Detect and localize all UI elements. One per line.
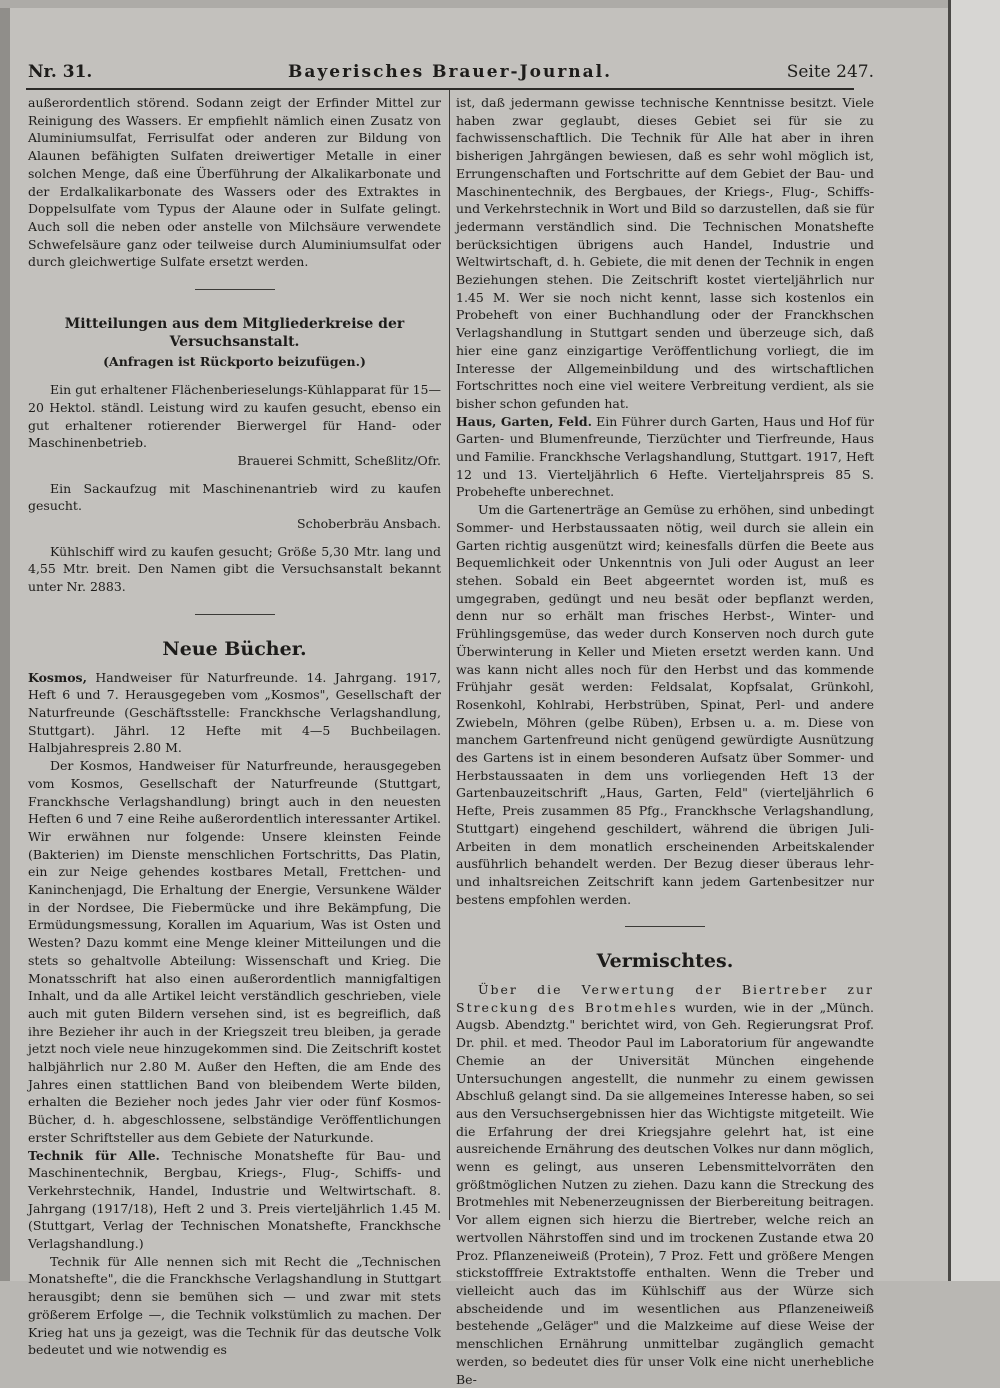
kosmos-entry	[28, 669, 441, 758]
left-paragraph-1: außerordentlich störend. Sodann zeigt der Erfinder Mittel zur Reinigung des Wassers. Er empfiehlt nämlich einen Zusatz von Aluminiumsulfat, Ferrisulfat oder anderen zur Bildung von Alaunen befähigten Sulfaten dreiwertiger Metalle in einer solchen Menge, daß eine Überführung der Alkalikarbonate und der Erdalkalikarbonate des Wassers oder des Extraktes in Doppelsulfate vom Typus der Alaune oder in Sulfate gelingt. Auch soll die neben oder anstelle von Milchsäure verwendete Schwefelsäure ganz oder teilweise durch Aluminiumsulfat oder durch gleichwertige Sulfate ersetzt werden.	[28, 95, 441, 270]
ad-kuehlapparat-signature: Brauerei Schmitt, Scheßlitz/Ofr.	[237, 452, 441, 468]
header-rule	[26, 88, 854, 90]
technik-review: Technik für Alle nennen sich mit Recht die „Technischen Monatshefte", die die Franckhsche Verlagshandlung in Stuttgart herausgibt; denn sie bemühen sich — und zwar mit stets größerem Erfolge —, die Technik volkstümlich zu machen. Der Krieg hat uns ja gezeigt, was die Technik für das deutsche Volk bedeutet und wie notwendig es	[28, 1253, 441, 1358]
page-left-edge	[0, 0, 10, 1281]
haus-entry	[456, 413, 874, 502]
haus-review: Um die Gartenerträge an Gemüse zu erhöhen, sind unbedingt Sommer- und Herbstaussaaten nötig, weil durch sie allein ein Garten richtig ausgenützt wird; keinesfalls dürfen die Beete aus Bequemlichkeit oder Unkenntnis von Juli oder August an leer stehen. Sobald ein Beet abgeerntet worden ist, muß es umgegraben, gedüngt und neu besät oder bepflanzt werden, denn nur so erhält man frisches Herbst-, Winter- und Frühlingsgemüse, das weder durch Konserven noch durch gute Überwinterung in Keller und Mieten ersetzt werden kann. Und was kann nicht alles noch für den Herbst und das kommende Frühjahr gesät werden: Feldsalat, Kopfsalat, Grünkohl, Rosenkohl, Kohlrabi, Herbstrüben, Spinat, Perl- und andere Zwiebeln, Möhren (gelbe Rüben), Erbsen u. a. m. Diese von manchem Gartenfreund nicht genügend gewürdigte Ausnützung des Gartens ist in einem besonderen Aufsatz über Sommer- und Herbstaussaaten in dem uns vorliegenden Heft 13 der Gartenbauzeitschrift „Haus, Garten, Feld" (vierteljährlich 6 Hefte, Preis zusammen 85 Pfg., Franckhsche Verlagshandlung, Stuttgart) eingehend geschildert, während die übrigen Juli-Arbeiten in dem monatlich erscheinenden Arbeitskalender ausführlich behandelt werden. Der Bezug dieser überaus lehr- und inhaltsreichen Zeitschrift kann jedem Gartenbesitzer nur bestens empfohlen werden.	[456, 502, 874, 907]
ad-kuehlapparat: Ein gut erhaltener Flächenberieselungs-Kühlapparat für 15—20 Hektol. ständl. Leistung wird zu kaufen gesucht, ebenso ein gut erhaltener rotierender Bierwergel für Hand- oder Maschinenbetrieb.	[28, 382, 441, 451]
spacing	[28, 470, 441, 480]
kosmos-label: Kosmos,	[28, 669, 87, 685]
vermischtes-heading: Vermischtes.	[596, 950, 734, 973]
column-divider	[449, 90, 450, 1220]
ad-sackaufzug: Ein Sackaufzug mit Maschinenantrieb wird zu kaufen gesucht.	[28, 480, 441, 514]
running-header	[28, 62, 946, 86]
technik-entry	[28, 1147, 441, 1253]
vermischtes-text: wurden, wie in der „Münch. Augsb. Abendztg." berichtet wird, von Geh. Regierungsrat Prof. Dr. phil. et med. Theodor Paul im Laboratorium für angewandte Chemie an der Universität München eingehende Untersuchungen angestellt, die nunmehr zu einem gewissen Abschluß gelangt sind. Da sie allgemeines Interesse haben, so sei aus den Versuchsergebnissen hier das Wichtigste mitgeteilt. Wie die Erfahrung der drei Kriegsjahre gelehrt hat, ist eine ausreichende Ernährung des deutschen Volkes nur dann möglich, wenn es gelingt, aus unseren Lebensmittelvorräten den größtmöglichen Nutzen zu ziehen. Dazu kann die Streckung des Brotmehles mit Nebenerzeugnissen der Bierbereitung beitragen. Vor allem eignen sich hierzu die Biertreber, welche reich an wertvollen Nährstoffen sind und im trockenen Zustande etwa 20 Proz. Pflanzeneiweiß (Protein), 7 Proz. Fett und größere Mengen stickstofffreie Extraktstoffe enthalten. Wenn die Treber und vielleicht auch das im Kühlschiff aus der Würze sich abscheidende und im wesentlichen aus Pflanzeneiweiß bestehende „Geläger" und die Malzkeime auf diese Weise der menschlichen Ernährung unmittelbar zugänglich gemacht werden, so bedeutet dies für unser Volk eine nicht unerhebliche Be-	[456, 999, 874, 1387]
ad-kuehlschiff: Kühlschiff wird zu kaufen gesucht; Größe 5,30 Mtr. lang und 4,55 Mtr. breit. Den Namen gibt die Versuchsanstalt bekannt unter Nr. 2883.	[28, 543, 441, 595]
issue-number: Nr. 31.	[28, 62, 93, 82]
haus-label: Haus, Garten, Feld.	[456, 413, 592, 429]
page-top-edge	[0, 0, 948, 8]
section-divider	[625, 926, 705, 927]
page-right-margin	[948, 0, 1000, 1281]
mitteilungen-heading: Mitteilungen aus dem Mitgliederkreise der Versuchsanstalt.	[64, 316, 405, 350]
vermischtes-paragraph	[456, 981, 874, 1388]
left-column	[28, 94, 441, 1359]
kosmos-review: Der Kosmos, Handweiser für Naturfreunde, herausgegeben vom Kosmos, Gesellschaft der Naturfreunde (Stuttgart, Franckhsche Verlagshandlung) bringt auch in den neuesten Heften 6 und 7 eine Reihe außerordentlich interessanter Artikel. Wir erwähnen nur folgende: Unsere kleinsten Feinde (Bakterien) im Dienste menschlichen Fortschritts, Das Platin, ein zur Neige gehendes kostbares Metall, Frettchen- und Kaninchenjagd, Die Erhaltung der Energie, Versunkene Wälder in der Nordsee, Die Fiebermücke und ihre Bekämpfung, Die Ermüdungsmessung, Korallen im Aquarium, Was ist Osten und Westen? Dazu kommt eine Menge kleiner Mitteilungen und die stets so gehaltvolle Abteilung: Wissenschaft und Krieg. Die Monatsschrift hat also einen außerordentlich mannigfaltigen Inhalt, und da alle Artikel leicht verständlich geschrieben, viele auch mit guten Bildern versehen sind, ist es begreiflich, daß ihre Bezieher ihr auch in der Kriegszeit treu bleiben, ja gerade jetzt noch viele neue hinzugekommen sind. Die Zeitschrift kostet halbjährlich nur 2.80 M. Außer den Heften, die am Ende des Jahres einen stattlichen Band von bleibendem Werte bilden, erhalten die Bezieher noch jedes Jahr vier oder fünf Kosmos-Bücher, d. h. abgeschlossene, selbständige Veröffentlichungen erster Schriftsteller aus dem Gebiete der Naturkunde.	[28, 758, 441, 1145]
ad-sackaufzug-signature: Schoberbräu Ansbach.	[297, 516, 441, 532]
section-divider	[195, 614, 275, 615]
haus-entry-text: Ein Führer durch Garten, Haus und Hof für Garten- und Blumenfreunde, Tierzüchter und Tierfreunde, Haus und Familie. Franckhsche Verlagshandlung, Stuttgart. 1917, Heft 12 und 13. Vierteljährlich 6 Hefte. Vierteljahrspreis 85 S. Probehefte unberechnet.	[456, 413, 874, 500]
technik-entry-text: Technische Monatshefte für Bau- und Maschinentechnik, Bergbau, Kriegs-, Flug-, Schiffs- und Verkehrstechnik, Handel, Industrie und Weltwirtschaft. 8. Jahrgang (1917/18), Heft 2 und 3. Preis vierteljährlich 1.45 M. (Stuttgart, Verlag der Technischen Monatshefte, Franckhsche Verlagshandlung.)	[28, 1147, 441, 1252]
technik-label: Technik für Alle.	[28, 1147, 160, 1163]
mitteilungen-subheading: (Anfragen ist Rückporto beizufügen.)	[103, 354, 366, 370]
section-divider	[195, 289, 275, 290]
vermischtes-lead: Über die Verwertung der Biertreber zur Streckung des Brotmehles	[456, 982, 874, 1015]
technik-review-continued: ist, daß jedermann gewisse technische Kenntnisse besitzt. Viele haben zwar geglaubt, dieses Gebiet sei für sie zu fachwissenschaftlich. Die Technik für Alle hat aber in ihren bisherigen Jahrgängen bewiesen, daß es sehr wohl möglich ist, Errungenschaften und Fortschritte auf dem Gebiet der Bau- und Maschinentechnik, des Bergbaues, der Kriegs-, Flug-, Schiffs- und Verkehrstechnik in Wort und Bild so darzustellen, daß sie für jedermann verständlich sind. Die Technischen Monatshefte berücksichtigen übrigens auch Handel, Industrie und Weltwirtschaft, d. h. Gebiete, die mit denen der Technik in engen Beziehungen stehen. Die Zeitschrift kostet vierteljährlich nur 1.45 M. Wer sie noch nicht kennt, lasse sich kostenlos ein Probeheft von einer Buchhandlung oder der Franckhschen Verlagshandlung in Stuttgart senden und überzeuge sich, daß hier eine ganz einzigartige Veröffentlichung vorliegt, die im Interesse der Allgemeinbildung und des wirtschaftlichen Fortschrittes noch eine viel weitere Verbreitung verdient, als sie bisher schon gefunden hat.	[456, 95, 874, 411]
journal-title: Bayerisches Brauer-Journal.	[288, 62, 613, 82]
right-column	[456, 94, 874, 1388]
page-number: Seite 247.	[786, 62, 874, 82]
neue-buecher-heading: Neue Bücher.	[162, 637, 307, 660]
kosmos-entry-text: Handweiser für Naturfreunde. 14. Jahrgang. 1917, Heft 6 und 7. Herausgegeben vom „Kosmos", Gesellschaft der Naturfreunde (Geschäftsstelle: Franckhsche Verlagshandlung, Stuttgart). Jährl. 12 Hefte mit 4—5 Buchbeilagen. Halbjahrespreis 2.80 M.	[28, 669, 441, 756]
spacing	[28, 533, 441, 543]
